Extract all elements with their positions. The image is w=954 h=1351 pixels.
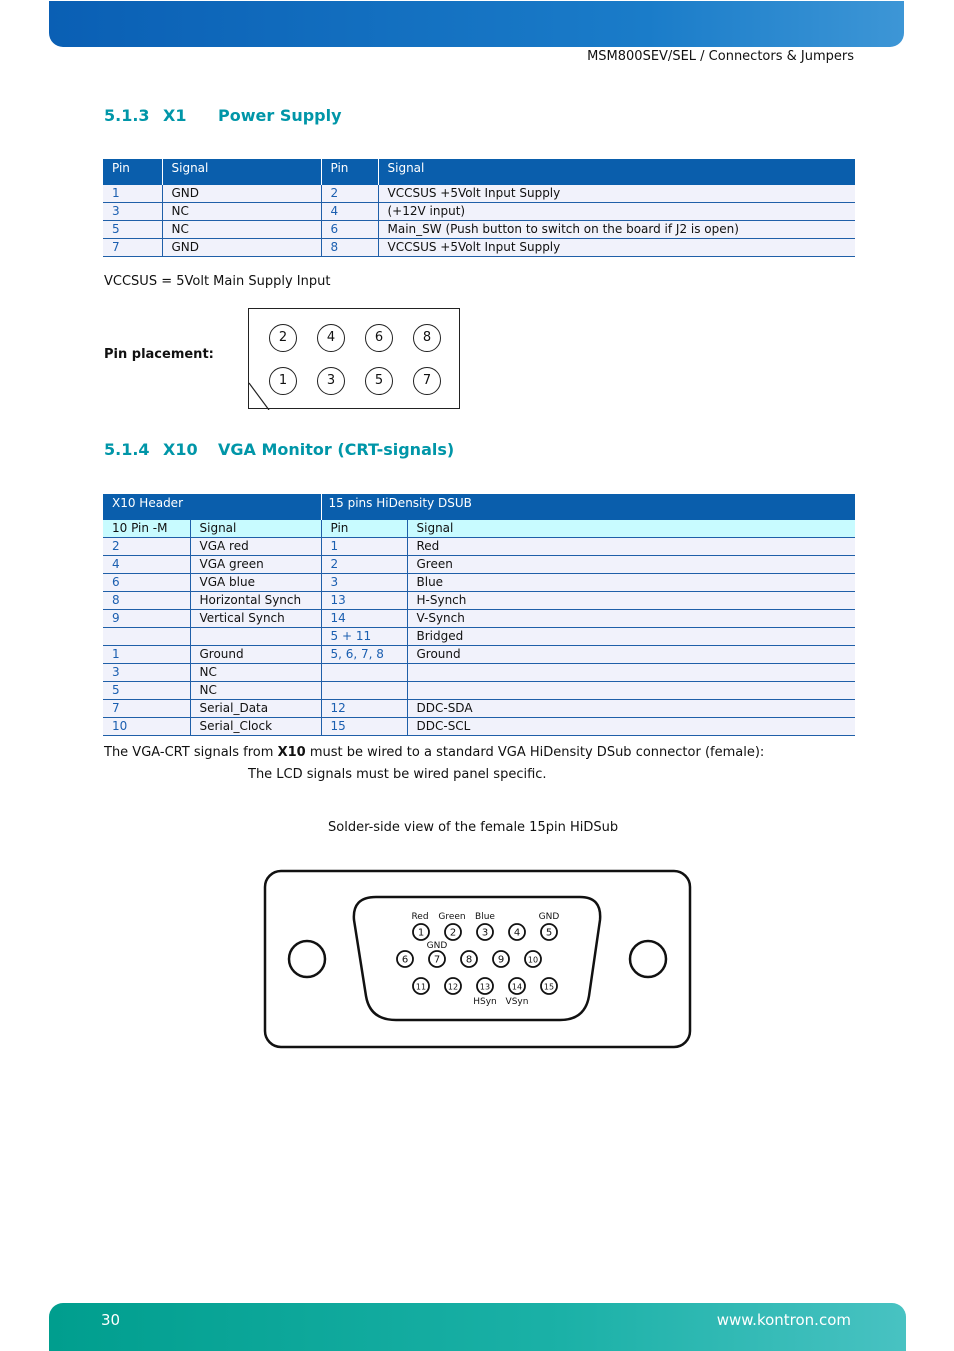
vccsus-note: VCCSUS = 5Volt Main Supply Input — [104, 274, 331, 289]
table-row — [103, 239, 855, 257]
pin-cell: 9 — [103, 610, 190, 628]
table-row — [103, 538, 855, 556]
dsub-pin-number: 10 — [527, 955, 539, 965]
pin-cell: 5 — [103, 682, 190, 700]
signal-cell: VGA green — [190, 556, 321, 574]
signal-cell: Ground — [190, 646, 321, 664]
pin-cell: 1 — [321, 538, 407, 556]
pin-circle: 2 — [269, 324, 297, 352]
label-blue: Blue — [475, 912, 495, 922]
pin-cell: 3 — [321, 574, 407, 592]
signal-cell: Horizontal Synch — [190, 592, 321, 610]
label-red: Red — [411, 912, 429, 922]
label-gnd: GND — [426, 941, 448, 951]
dsub-pin-number: 12 — [447, 982, 459, 992]
pin-circle: 6 — [365, 324, 393, 352]
pin-cell: 3 — [103, 203, 162, 221]
table-row — [103, 718, 855, 736]
signal-cell: VCCSUS +5Volt Input Supply — [378, 239, 855, 257]
dsub-pin-number: 4 — [513, 927, 521, 939]
label-vsyn: VSyn — [505, 997, 529, 1007]
pin-cell: 8 — [321, 239, 378, 257]
pin-cell: 4 — [321, 203, 378, 221]
table-row — [103, 574, 855, 592]
table-row — [103, 203, 855, 221]
pin-cell: 4 — [103, 556, 190, 574]
signal-cell: Green — [407, 556, 855, 574]
table-row — [103, 592, 855, 610]
pin-cell: 12 — [321, 700, 407, 718]
lcd-note: The LCD signals must be wired panel specific. — [248, 767, 547, 782]
vga-note-before: The VGA-CRT signals from — [104, 745, 278, 760]
pin-cell — [321, 682, 407, 700]
pin-circle: 5 — [365, 367, 393, 395]
pin-cell: 1 — [103, 185, 162, 203]
section-heading-x10 — [104, 440, 454, 459]
signal-cell: H-Synch — [407, 592, 855, 610]
signal-cell: Blue — [407, 574, 855, 592]
dsub-pin-number: 3 — [481, 927, 489, 939]
table-row — [103, 556, 855, 574]
table-header-row — [103, 520, 855, 538]
pin-circle: 1 — [269, 367, 297, 395]
pin-cell: 8 — [103, 592, 190, 610]
signal-cell: Main_SW (Push button to switch on the board if J2 is open) — [378, 221, 855, 239]
signal-cell: Vertical Synch — [190, 610, 321, 628]
signal-cell: Ground — [407, 646, 855, 664]
pin-cell: 7 — [103, 239, 162, 257]
column-header: Signal — [407, 520, 855, 538]
column-header: Pin — [321, 520, 407, 538]
table-row — [103, 646, 855, 664]
section-code: X1 — [163, 106, 187, 125]
vga-note-connector: X10 — [277, 745, 306, 760]
signal-cell: Serial_Clock — [190, 718, 321, 736]
pin-cell: 3 — [103, 664, 190, 682]
signal-cell: GND — [162, 185, 321, 203]
pin-cell: 6 — [321, 221, 378, 239]
mounting-hole — [289, 941, 325, 977]
running-title: MSM800SEV/SEL / Connectors & Jumpers — [587, 49, 854, 64]
vga-note — [104, 745, 764, 760]
pin-cell: 6 — [103, 574, 190, 592]
dsub-pin-number: 2 — [449, 927, 457, 939]
signal-cell: GND — [162, 239, 321, 257]
table-header-row — [103, 159, 855, 185]
pin-cell: 1 — [103, 646, 190, 664]
footer-bar — [49, 1303, 906, 1351]
section-code: X10 — [163, 440, 198, 459]
pin-group — [397, 924, 557, 994]
dsub-pin-number: 5 — [545, 927, 553, 939]
table-row — [103, 185, 855, 203]
signal-cell — [190, 628, 321, 646]
section-heading-x1 — [104, 106, 342, 125]
signal-cell: VCCSUS +5Volt Input Supply — [378, 185, 855, 203]
pin-cell: 2 — [321, 185, 378, 203]
signal-cell: NC — [190, 682, 321, 700]
table-row — [103, 664, 855, 682]
signal-cell: NC — [162, 221, 321, 239]
column-header: Pin — [321, 159, 378, 185]
column-header: 10 Pin -M — [103, 520, 190, 538]
dsub-caption: Solder-side view of the female 15pin HiDSub — [328, 820, 619, 835]
group-header: X10 Header — [103, 494, 321, 520]
table-group-header-row — [103, 494, 855, 520]
section-number: 5.1.3 — [104, 106, 150, 125]
dsub-pin-number: 7 — [433, 954, 441, 966]
dsub-pin-number: 13 — [479, 982, 491, 992]
dsub-pin-number: 11 — [415, 982, 427, 992]
label-hsyn: HSyn — [473, 997, 497, 1007]
column-header: Pin — [103, 159, 162, 185]
signal-cell: NC — [190, 664, 321, 682]
section-title: VGA Monitor (CRT-signals) — [218, 440, 455, 459]
vga-dsub-connector-diagram — [262, 868, 694, 1051]
section-title: Power Supply — [218, 106, 342, 125]
signal-cell: V-Synch — [407, 610, 855, 628]
dsub-pin-number: 9 — [497, 954, 505, 966]
column-header: Signal — [378, 159, 855, 185]
pin-cell: 15 — [321, 718, 407, 736]
signal-cell: (+12V input) — [378, 203, 855, 221]
column-header: Signal — [190, 520, 321, 538]
pin-cell: 5 + 11 — [321, 628, 407, 646]
table-row — [103, 221, 855, 239]
website-link[interactable]: www.kontron.com — [716, 1311, 851, 1329]
signal-cell: Bridged — [407, 628, 855, 646]
table-row — [103, 610, 855, 628]
section-number: 5.1.4 — [104, 440, 150, 459]
pin-cell — [321, 664, 407, 682]
dsub-pin-number: 15 — [543, 982, 555, 992]
dsub-pin-number: 1 — [417, 927, 425, 939]
pin-cell: 7 — [103, 700, 190, 718]
vga-note-after: must be wired to a standard VGA HiDensity DSub connector (female): — [305, 745, 765, 760]
pin-cell: 14 — [321, 610, 407, 628]
signal-cell: NC — [162, 203, 321, 221]
signal-cell: DDC-SCL — [407, 718, 855, 736]
signal-cell: Red — [407, 538, 855, 556]
table-row — [103, 682, 855, 700]
pin-cell: 2 — [103, 538, 190, 556]
pin-placement-label: Pin placement: — [104, 347, 214, 362]
dsub-pin-number: 8 — [465, 954, 473, 966]
signal-cell: VGA blue — [190, 574, 321, 592]
pin-circle: 7 — [413, 367, 441, 395]
x1-pin-table — [103, 159, 855, 257]
pin-cell: 10 — [103, 718, 190, 736]
table-row — [103, 628, 855, 646]
pin-cell: 13 — [321, 592, 407, 610]
label-gnd: GND — [538, 912, 560, 922]
pin-cell — [103, 628, 190, 646]
signal-cell: Serial_Data — [190, 700, 321, 718]
signal-cell — [407, 664, 855, 682]
signal-cell: VGA red — [190, 538, 321, 556]
group-header: 15 pins HiDensity DSUB — [321, 494, 855, 520]
signal-cell: DDC-SDA — [407, 700, 855, 718]
header-bar — [49, 1, 904, 47]
pin-cell: 5, 6, 7, 8 — [321, 646, 407, 664]
pin-circle: 4 — [317, 324, 345, 352]
signal-cell — [407, 682, 855, 700]
page-number: 30 — [101, 1311, 121, 1329]
x10-pin-table — [103, 494, 855, 736]
pin-placement-diagram — [248, 308, 460, 409]
pin-cell: 5 — [103, 221, 162, 239]
pin-circle: 3 — [317, 367, 345, 395]
mounting-hole — [630, 941, 666, 977]
pin-circle: 8 — [413, 324, 441, 352]
column-header: Signal — [162, 159, 321, 185]
label-green: Green — [438, 912, 466, 922]
table-row — [103, 700, 855, 718]
dsub-pin-number: 14 — [511, 982, 523, 992]
pin-cell: 2 — [321, 556, 407, 574]
dsub-pin-number: 6 — [401, 954, 409, 966]
